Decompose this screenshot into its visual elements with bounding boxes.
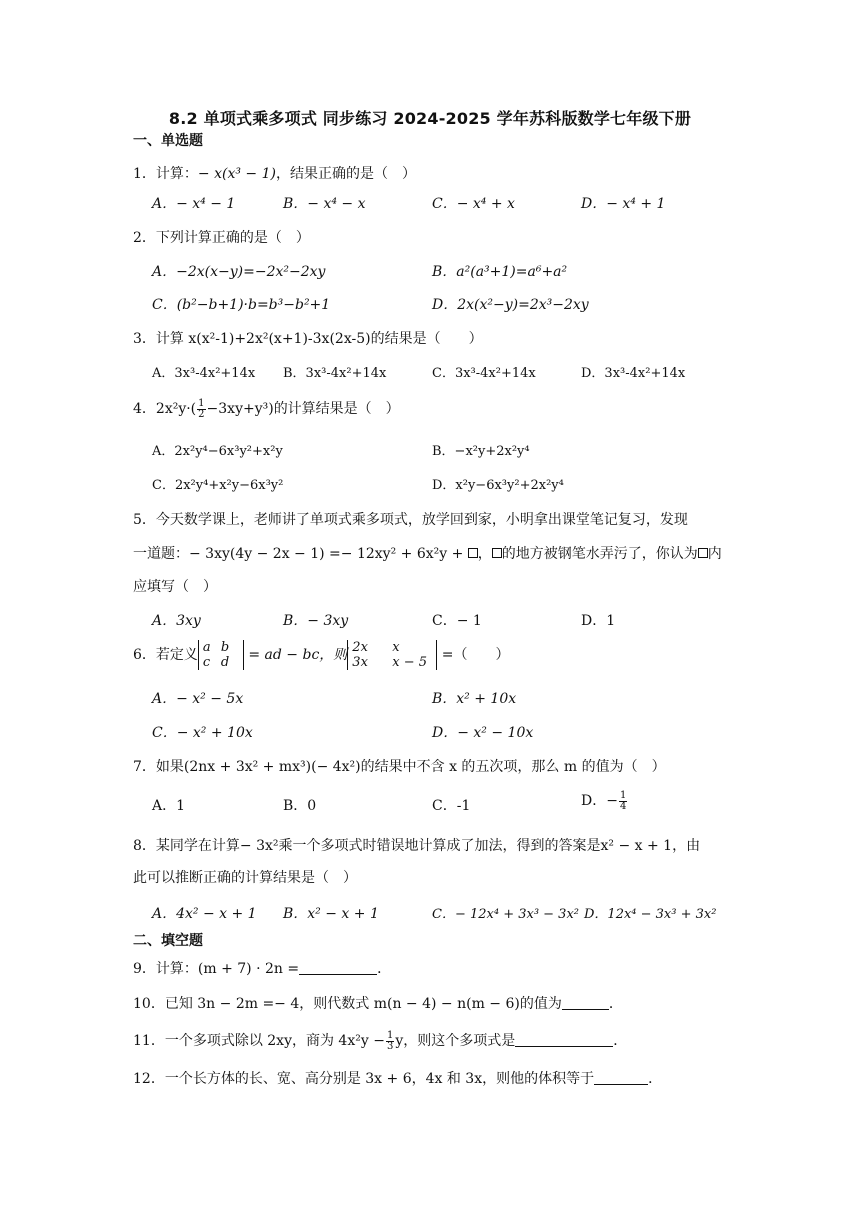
question-5-option-c[interactable]: C．− 1 bbox=[432, 613, 482, 629]
question-5-option-a[interactable]: A．3xy bbox=[152, 613, 201, 629]
question-3: 3．计算 x(x²-1)+2x²(x+1)-3x(2x-5)的结果是（ ） bbox=[133, 331, 483, 347]
question-2-option-c[interactable]: C．(b²−b+1)·b=b³−b²+1 bbox=[152, 297, 331, 313]
question-3-option-b[interactable]: B．3x³-4x²+14x bbox=[283, 366, 387, 381]
question-4-option-c[interactable]: C．2x²y⁴+x²y−6x³y² bbox=[152, 478, 284, 493]
question-8-option-d[interactable]: D．12x⁴ − 3x³ + 3x² bbox=[584, 907, 717, 922]
answer-blank[interactable] bbox=[515, 1032, 613, 1047]
question-8-option-b[interactable]: B．x² − x + 1 bbox=[283, 906, 379, 922]
blank-box-icon bbox=[698, 548, 708, 558]
question-7-option-d-fraction: $\frac{1}{4}$ bbox=[619, 789, 627, 812]
question-5-line-3: 应填写（ ） bbox=[133, 579, 217, 595]
question-5-line-2: 一道题：− 3xy(4y − 2x − 1) =− 12xy² + 6x²y + ， 的地方被钢笔水弄污了，你认为 内 bbox=[133, 546, 722, 562]
question-6-option-c[interactable]: C．− x² + 10x bbox=[152, 725, 253, 741]
determinant-question: 2x x 3x x − 5 bbox=[347, 640, 437, 670]
blank-box-icon bbox=[468, 548, 478, 558]
question-2-option-d[interactable]: D．2x(x²−y)=2x³−2xy bbox=[432, 297, 589, 313]
question-6: 6．若定义 a b c d = ad − bc，则 2x x 3x x − 5 =（ ） bbox=[133, 640, 510, 670]
question-1-number: 1．计算： bbox=[133, 166, 198, 182]
section-heading-single-choice: 一、单选题 bbox=[133, 133, 203, 149]
question-6-option-b[interactable]: B．x² + 10x bbox=[432, 691, 517, 707]
question-1-expression: − x(x³ − 1) bbox=[197, 166, 276, 182]
question-9: 9．计算：(m + 7) · 2n = ． bbox=[133, 961, 392, 977]
blank-box-icon bbox=[492, 548, 502, 558]
question-5-line-1: 5．今天数学课上，老师讲了单项式乘多项式，放学回到家，小明拿出课堂笔记复习，发现 bbox=[133, 512, 688, 528]
question-11-fraction: $\frac{1}{3}$ bbox=[386, 1029, 394, 1052]
question-5-equation: 一道题：− 3xy(4y − 2x − 1) =− 12xy² + 6x²y + bbox=[133, 546, 468, 562]
question-7: 7．如果(2nx + 3x² + mx³)(− 4x²)的结果中不含 x 的五次项，那么 m 的值为（ ） bbox=[133, 759, 666, 775]
question-8-option-c[interactable]: C．− 12x⁴ + 3x³ − 3x² bbox=[432, 907, 579, 922]
question-2: 2．下列计算正确的是（ ） bbox=[133, 230, 310, 246]
question-4-option-b[interactable]: B．−x²y+2x²y⁴ bbox=[432, 444, 530, 459]
document-title: 8.2 单项式乘多项式 同步练习 2024-2025 学年苏科版数学七年级下册 bbox=[168, 109, 692, 128]
question-5-option-d[interactable]: D．1 bbox=[581, 613, 616, 629]
question-1-option-b[interactable]: B．− x⁴ − x bbox=[283, 196, 366, 212]
question-1 bbox=[133, 163, 416, 183]
question-10: 10．已知 3n − 2m =− 4，则代数式 m(n − 4) − n(m − 6)的值为 ． bbox=[133, 996, 623, 1012]
question-3-option-c[interactable]: C．3x³-4x²+14x bbox=[432, 366, 536, 381]
question-8-line-1: 8．某同学在计算− 3x²乘一个多项式时错误地计算成了加法，得到的答案是x² − x + 1，由 bbox=[133, 838, 701, 854]
question-5-option-b[interactable]: B．− 3xy bbox=[283, 613, 349, 629]
question-6-option-a[interactable]: A．− x² − 5x bbox=[152, 691, 244, 707]
question-1-option-c[interactable]: C．− x⁴ + x bbox=[432, 196, 515, 212]
answer-blank[interactable] bbox=[562, 995, 609, 1010]
question-2-option-b[interactable]: B．a²(a³+1)=a⁶+a² bbox=[432, 264, 568, 280]
question-3-option-a[interactable]: A．3x³-4x²+14x bbox=[152, 366, 256, 381]
question-4-option-d[interactable]: D．x²y−6x³y²+2x²y⁴ bbox=[432, 478, 564, 493]
question-7-option-b[interactable]: B．0 bbox=[283, 798, 317, 814]
determinant-definition: a b c d bbox=[198, 640, 244, 670]
answer-blank[interactable] bbox=[299, 960, 377, 975]
question-4-rest: −3xy+y³)的计算结果是（ ） bbox=[206, 401, 400, 417]
question-1-tail: ，结果正确的是（ ） bbox=[275, 166, 416, 182]
question-8-option-a[interactable]: A．4x² − x + 1 bbox=[152, 906, 257, 922]
question-2-option-a[interactable]: A．−2x(x−y)=−2x²−2xy bbox=[152, 264, 326, 280]
question-11: 11．一个多项式除以 2xy，商为 4x²y − $\frac{1}{3}$ y，则这个多项式是 ． bbox=[133, 1029, 628, 1052]
question-6-lead: 6．若定义 bbox=[133, 647, 198, 663]
question-7-option-a[interactable]: A．1 bbox=[152, 798, 186, 814]
question-8-line-2: 此可以推断正确的计算结果是（ ） bbox=[133, 870, 357, 886]
question-12: 12．一个长方体的长、宽、高分别是 3x + 6，4x 和 3x，则他的体积等于 ． bbox=[133, 1071, 663, 1087]
question-4 bbox=[133, 398, 400, 420]
question-1-option-d[interactable]: D．− x⁴ + 1 bbox=[581, 196, 666, 212]
question-4-option-a[interactable]: A．2x²y⁴−6x³y²+x²y bbox=[152, 444, 283, 459]
question-4-fraction: $\frac{1}{2}$ bbox=[198, 397, 205, 420]
question-7-option-d[interactable]: D．− $\frac{1}{4}$ bbox=[581, 789, 627, 812]
question-3-option-d[interactable]: D．3x³-4x²+14x bbox=[581, 366, 686, 381]
section-heading-fill-in: 二、填空题 bbox=[133, 933, 203, 949]
question-7-option-c[interactable]: C．-1 bbox=[432, 798, 471, 814]
answer-blank[interactable] bbox=[594, 1070, 648, 1085]
question-1-option-a[interactable]: A．− x⁴ − 1 bbox=[152, 196, 236, 212]
question-6-option-d[interactable]: D．− x² − 10x bbox=[432, 725, 534, 741]
question-4-lead: 4．2x²y·( bbox=[133, 401, 197, 417]
